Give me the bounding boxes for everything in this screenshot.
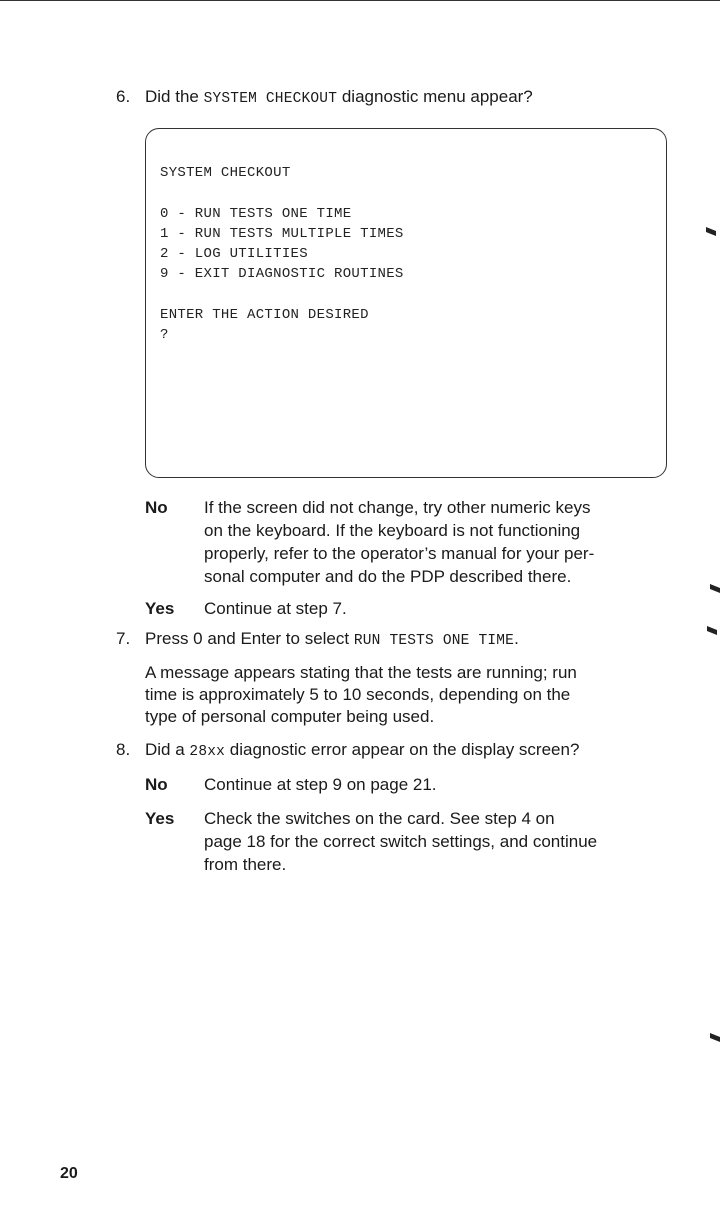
top-rule xyxy=(0,0,720,1)
paragraph-line: A message appears stating that the tests are running; run xyxy=(145,663,577,682)
step-8-code: 28xx xyxy=(189,744,226,760)
step-7-text-before: Press 0 and Enter to select xyxy=(145,629,354,648)
screen-title: SYSTEM CHECKOUT xyxy=(160,165,291,181)
step-6-code: SYSTEM CHECKOUT xyxy=(203,91,338,107)
no-text-line: on the keyboard. If the keyboard is not functioning xyxy=(204,521,581,540)
step-7-code: RUN TESTS ONE TIME xyxy=(353,633,515,649)
yes-label: Yes xyxy=(145,809,175,828)
yes-text-line: from there. xyxy=(204,855,287,874)
no-label: No xyxy=(145,498,168,517)
page-number: 20 xyxy=(60,1165,78,1182)
no-text xyxy=(204,496,684,588)
no-text: Continue at step 9 on page 21. xyxy=(204,775,437,794)
step-8-question xyxy=(145,739,685,763)
screen-illustration xyxy=(145,128,667,478)
step-8-number: 8. xyxy=(116,740,131,759)
margin-mark xyxy=(710,1033,720,1042)
step-7-text-after: . xyxy=(514,629,519,648)
yes-text-line: Check the switches on the card. See step 4 on xyxy=(204,809,555,828)
step-7-number: 7. xyxy=(116,629,131,648)
yes-text: Continue at step 7. xyxy=(204,599,347,618)
screen-cursor: ? xyxy=(160,327,169,343)
no-text-line: If the screen did not change, try other numeric keys xyxy=(204,498,591,517)
step-8-text-after: diagnostic error appear on the display screen? xyxy=(225,740,580,759)
screen-option-2: 2 - LOG UTILITIES xyxy=(160,246,308,262)
margin-mark xyxy=(706,227,716,236)
no-text-line: sonal computer and do the PDP described there. xyxy=(204,567,572,586)
step-6-number: 6. xyxy=(116,87,131,106)
step-7-paragraph xyxy=(145,662,685,728)
step-8-text-before: Did a xyxy=(145,740,190,759)
step-7-instruction xyxy=(145,628,685,652)
screen-option-1: 1 - RUN TESTS MULTIPLE TIMES xyxy=(160,226,404,242)
yes-text xyxy=(204,807,684,876)
yes-label: Yes xyxy=(145,599,175,618)
paragraph-line: time is approximately 5 to 10 seconds, depending on the xyxy=(145,685,571,704)
no-label: No xyxy=(145,775,168,794)
paragraph-line: type of personal computer being used. xyxy=(145,707,435,726)
screen-option-9: 9 - EXIT DIAGNOSTIC ROUTINES xyxy=(160,266,404,282)
margin-mark xyxy=(707,626,717,635)
step-6-no-answer xyxy=(145,496,685,588)
step-6-question xyxy=(145,86,685,110)
step-6-text-before: Did the xyxy=(145,87,204,106)
no-text-line: properly, refer to the operator’s manual for your per- xyxy=(204,544,595,563)
screen-prompt: ENTER THE ACTION DESIRED xyxy=(160,307,369,323)
step-6-text-after: diagnostic menu appear? xyxy=(337,87,533,106)
screen-option-0: 0 - RUN TESTS ONE TIME xyxy=(160,206,352,222)
margin-mark xyxy=(710,584,720,593)
yes-text-line: page 18 for the correct switch settings, and continue xyxy=(204,832,598,851)
